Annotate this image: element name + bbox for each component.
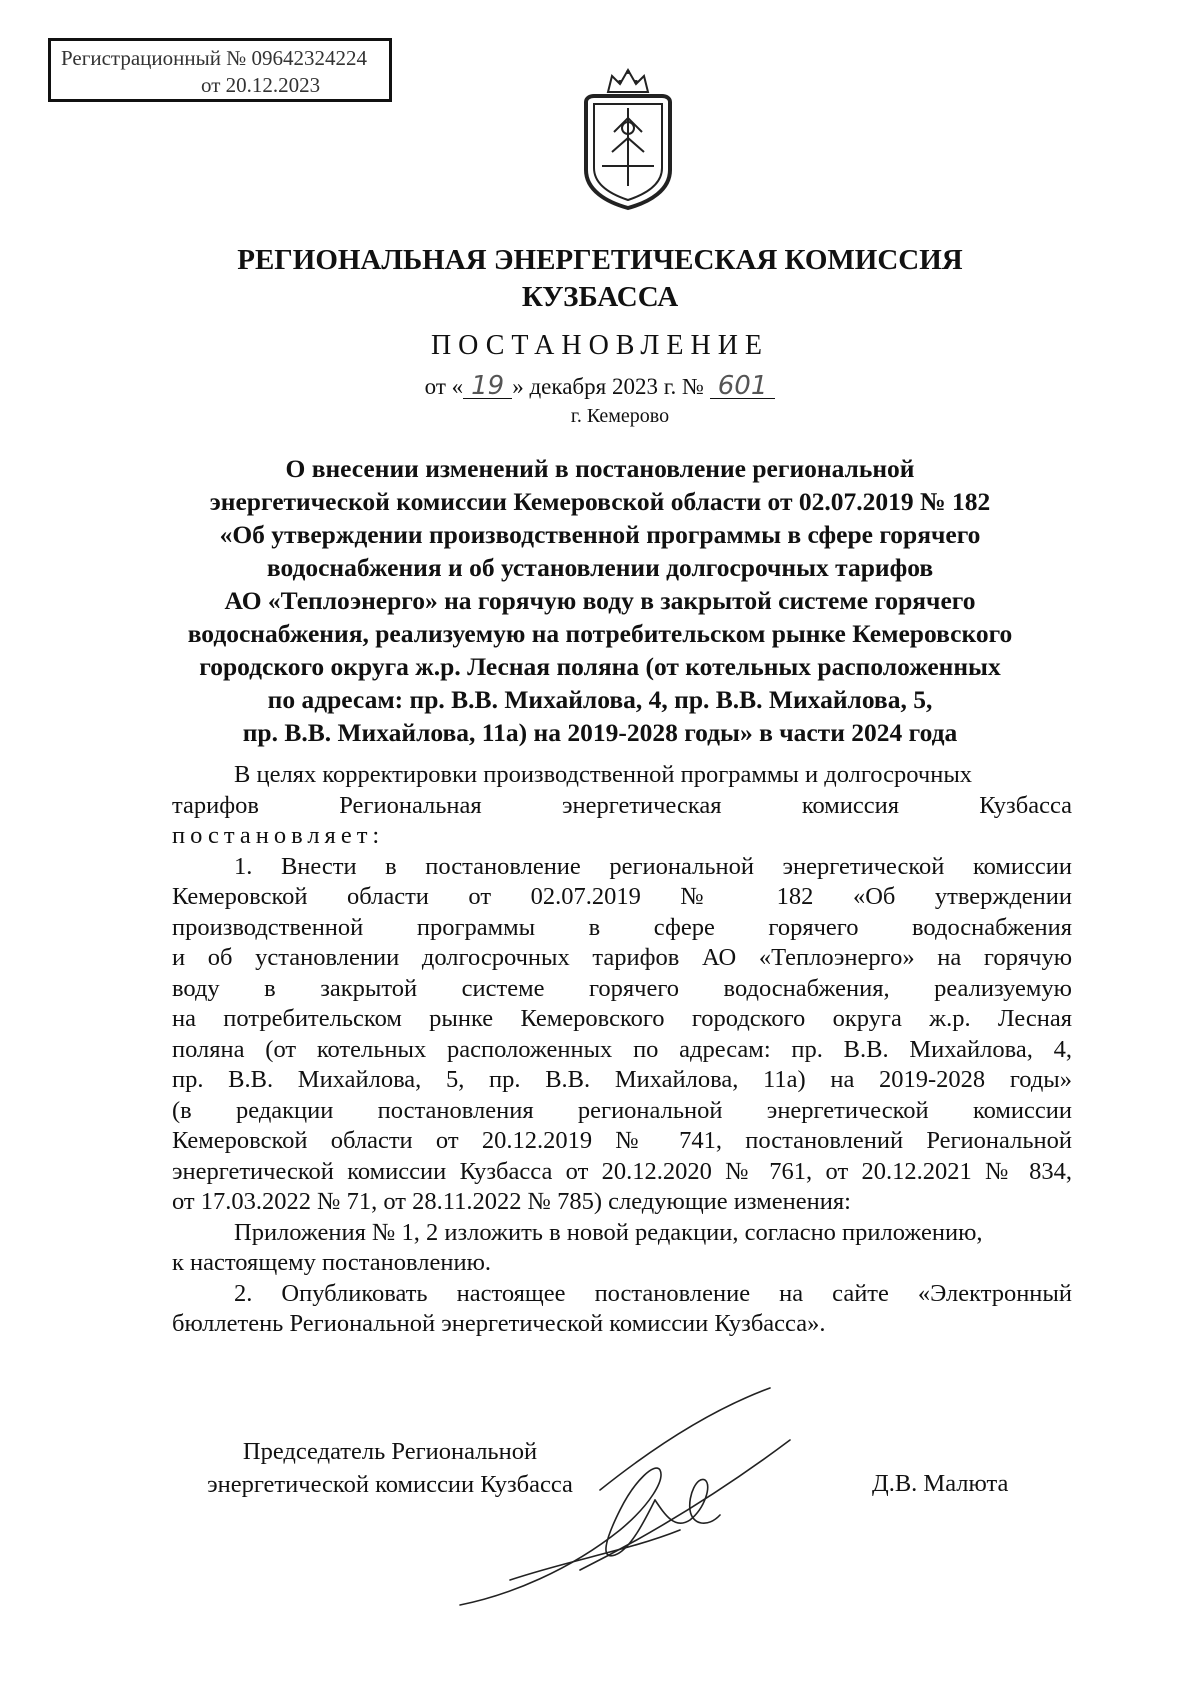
- registration-number: Регистрационный № 09642324224: [61, 46, 367, 70]
- intro-line: В целях корректировки производственной программы и долгосрочных: [234, 761, 973, 788]
- coat-of-arms-icon: [572, 62, 684, 212]
- paragraph-1-line: и об установлении долгосрочных тарифов АО «Теплоэнерго» на горячую: [172, 944, 1072, 971]
- signatory-title-line2: энергетической комиссии Кузбасса: [207, 1471, 573, 1498]
- title-line: О внесении изменений в постановление региональной: [285, 454, 915, 483]
- handwritten-signature: [450, 1380, 840, 1620]
- title-line: АО «Теплоэнерго» на горячую воду в закрытой системе горячего: [224, 586, 976, 615]
- document-title: [130, 452, 1070, 749]
- organization-name-line1: РЕГИОНАЛЬНАЯ ЭНЕРГЕТИЧЕСКАЯ КОМИССИЯ: [237, 244, 963, 276]
- paragraph-1-line: пр. В.В. Михайлова, 5, пр. В.В. Михайлова, 11а) на 2019-2028 годы»: [172, 1066, 1072, 1093]
- paragraph-1-line: Кемеровской области от 02.07.2019 № 182 «Об утверждении: [172, 883, 1072, 910]
- paragraph-2-line: бюллетень Региональной энергетической комиссии Кузбасса».: [172, 1310, 826, 1337]
- title-line: энергетической комиссии Кемеровской области от 02.07.2019 № 182: [209, 487, 991, 516]
- intro-resolves: постановляет:: [172, 822, 385, 849]
- title-line: «Об утверждении производственной программы в сфере горячего: [219, 520, 981, 549]
- paragraph-1-line: поляна (от котельных расположенных по адресам: пр. В.В. Михайлова, 4,: [172, 1035, 1072, 1063]
- paragraph-2-line: 2. Опубликовать настоящее постановление на сайте «Электронный: [234, 1279, 1072, 1307]
- registration-date: от 20.12.2023: [201, 73, 321, 97]
- title-line: пр. В.В. Михайлова, 11а) на 2019-2028 годы» в части 2024 года: [242, 718, 958, 747]
- document-type: ПОСТАНОВЛЕНИЕ: [430, 330, 770, 361]
- paragraph-1-line: производственной программы в сфере горячего водоснабжения: [172, 913, 1072, 941]
- title-line: городского округа ж.р. Лесная поляна (от котельных расположенных: [199, 652, 1001, 681]
- paragraph-1-line: энергетической комиссии Кузбасса от 20.12.2020 № 761, от 20.12.2021 № 834,: [172, 1157, 1072, 1185]
- signatory-title-line1: Председатель Региональной: [242, 1438, 538, 1465]
- title-line: по адресам: пр. В.В. Михайлова, 4, пр. В.В. Михайлова, 5,: [267, 685, 933, 714]
- paragraph-1-line: 1. Внести в постановление региональной энергетической комиссии: [234, 852, 1072, 880]
- organization-name-line2: КУЗБАССА: [521, 281, 679, 313]
- paragraph-1-line: Кемеровской области от 20.12.2019 № 741, постановлений Региональной: [172, 1127, 1072, 1154]
- document-date-line: [0, 371, 1200, 401]
- title-line: водоснабжения, реализуемую на потребительском рынке Кемеровского: [187, 619, 1013, 648]
- paragraph-1-sub-line: Приложения № 1, 2 изложить в новой редакции, согласно приложению,: [234, 1218, 983, 1246]
- date-middle: » декабря 2023 г. №: [512, 374, 704, 399]
- handwritten-doc-number: 601: [710, 374, 776, 399]
- date-prefix: от «: [424, 374, 464, 399]
- city: г. Кемерово: [570, 405, 670, 427]
- registration-stamp: [48, 38, 392, 102]
- paragraph-1-line: воду в закрытой системе горячего водоснабжения, реализуемую: [172, 974, 1072, 1002]
- paragraph-1-line: от 17.03.2022 № 71, от 28.11.2022 № 785) следующие изменения:: [172, 1188, 851, 1215]
- paragraph-1-line: на потребительском рынке Кемеровского городского округа ж.р. Лесная: [172, 1005, 1072, 1032]
- paragraph-1-line: (в редакции постановления региональной энергетической комиссии: [172, 1096, 1072, 1124]
- title-line: водоснабжения и об установлении долгосрочных тарифов: [266, 553, 934, 582]
- signatory-name: Д.В. Малюта: [872, 1470, 1009, 1497]
- document-body: [172, 760, 1072, 1340]
- paragraph-1-sub-line: к настоящему постановлению.: [172, 1249, 492, 1276]
- intro-line: тарифов Региональная энергетическая комиссия Кузбасса: [172, 791, 1072, 819]
- handwritten-day: 19: [463, 374, 512, 399]
- organization-name: [0, 242, 1200, 316]
